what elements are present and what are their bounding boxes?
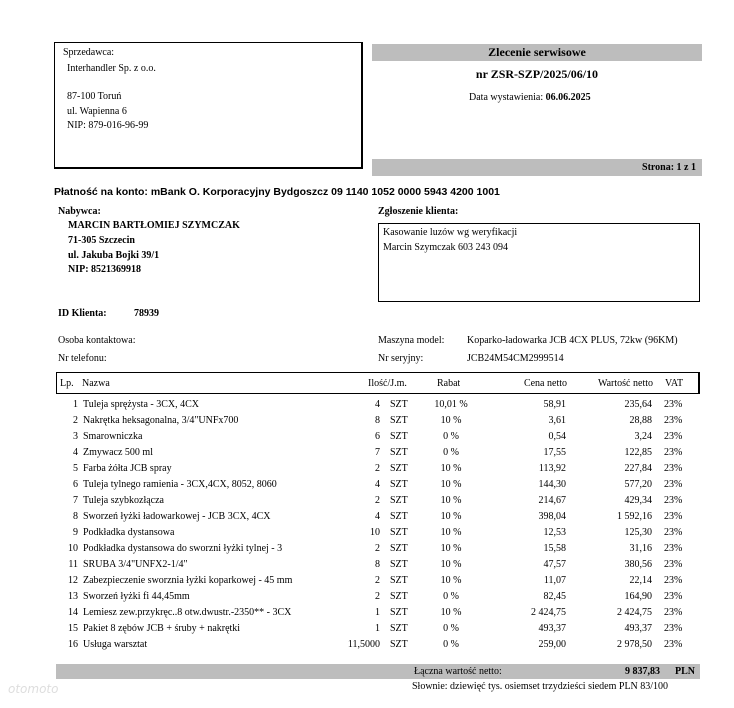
page-bar [372,159,702,176]
cell-unit: SZT [390,415,408,426]
cell-vat: 23% [664,399,683,410]
cell-vat: 23% [664,495,683,506]
cell-unit: SZT [390,575,408,586]
cell-discount: 0 % [443,431,459,442]
cell-unit: SZT [390,479,408,490]
cell-vat: 23% [664,559,683,570]
table-row [0,623,734,639]
issue-date-label: Data wystawienia: [469,92,544,103]
table-row [0,639,734,655]
table-row [0,415,734,431]
cell-name: Smarowniczka [83,431,143,442]
cell-vat: 23% [664,511,683,522]
cell-name: Podkładka dystansowa do sworzni łyżki tylnej - 3 [83,543,283,554]
seller-city: 87-100 Toruń [67,91,122,102]
cell-value: 227,84 [624,463,652,474]
cell-lp: 8 [73,511,78,522]
cell-name: Zmywacz 500 ml [83,447,153,458]
cell-qty: 10 [370,527,380,538]
cell-name: ŚRUBA 3/4"UNFX2-1/4" [83,559,188,570]
table-row [0,543,734,559]
seller-name: Interhandler Sp. z o.o. [67,63,156,74]
cell-lp: 7 [73,495,78,506]
cell-unit: SZT [390,623,408,634]
seller-label: Sprzedawca: [63,47,115,58]
total-currency: PLN [675,666,695,677]
cell-value: 2 978,50 [617,639,652,650]
cell-unit: SZT [390,511,408,522]
cell-vat: 23% [664,447,683,458]
cell-price: 144,30 [538,479,566,490]
cell-vat: 23% [664,623,683,634]
total-label: Łączna wartość netto: [414,666,502,677]
document-title: Zlecenie serwisowe [372,44,702,61]
cell-discount: 0 % [443,623,459,634]
col-net-price: Cena netto [523,378,567,389]
cell-lp: 2 [73,415,78,426]
cell-qty: 4 [375,511,380,522]
cell-vat: 23% [664,591,683,602]
cell-value: 235,64 [624,399,652,410]
cell-price: 214,67 [538,495,566,506]
client-report-box [378,223,700,302]
buyer-city: 71-305 Szczecin [68,235,135,246]
table-row [0,527,734,543]
cell-lp: 1 [73,399,78,410]
cell-price: 3,61 [548,415,566,426]
cell-vat: 23% [664,479,683,490]
cell-qty: 4 [375,479,380,490]
cell-unit: SZT [390,559,408,570]
buyer-nip: NIP: 8521369918 [68,264,142,275]
cell-qty: 11,5000 [347,639,380,650]
cell-discount: 10 % [440,495,462,506]
serial-number: JCB24M54CM2999514 [467,353,564,364]
col-discount: Rabat [437,378,461,389]
col-name: Nazwa [82,378,110,389]
watermark-logo: otomoto [8,682,59,696]
table-row [0,463,734,479]
cell-value: 1 592,16 [617,511,652,522]
cell-qty: 2 [375,463,380,474]
cell-discount: 10 % [440,543,462,554]
client-report-line2: Marcin Szymczak 603 243 094 [383,242,508,253]
buyer-label: Nabywca: [58,206,101,217]
buyer-street: ul. Jakuba Bojki 39/1 [68,250,160,261]
cell-unit: SZT [390,639,408,650]
cell-name: Pakiet 8 zębów JCB + śruby + nakrętki [83,623,241,634]
table-row [0,511,734,527]
machine-model-label: Maszyna model: [378,335,445,346]
cell-value: 22,14 [629,575,652,586]
contact-person-label: Osoba kontaktowa: [58,335,136,346]
cell-name: Tuleja tylnego ramienia - 3CX,4CX, 8052, 8060 [83,479,277,490]
cell-unit: SZT [390,543,408,554]
total-value: 9 837,83 [625,666,660,677]
cell-vat: 23% [664,415,683,426]
cell-price: 259,00 [538,639,566,650]
cell-discount: 10 % [440,463,462,474]
cell-lp: 12 [68,575,78,586]
cell-price: 493,37 [538,623,566,634]
seller-box [54,42,363,169]
cell-qty: 6 [375,431,380,442]
payment-account: Płatność na konto: mBank O. Korporacyjny Bydgoszcz 09 1140 1052 0000 5943 4200 1001 [54,186,500,198]
cell-discount: 10 % [440,511,462,522]
cell-discount: 10 % [440,607,462,618]
seller-street: ul. Wapienna 6 [67,106,127,117]
issue-date-value: 06.06.2025 [545,92,591,103]
buyer-name: MARCIN BARTŁOMIEJ SZYMCZAK [68,220,240,231]
cell-price: 58,91 [543,399,566,410]
table-row [0,447,734,463]
cell-vat: 23% [664,431,683,442]
cell-unit: SZT [390,447,408,458]
cell-name: Farba żółta JCB spray [83,463,172,474]
client-report-line1: Kasowanie luzów wg weryfikacji [383,227,518,238]
table-row [0,431,734,447]
cell-lp: 11 [68,559,78,570]
cell-lp: 5 [73,463,78,474]
table-row [0,399,734,415]
cell-qty: 8 [375,559,380,570]
cell-price: 113,92 [538,463,566,474]
cell-name: Lemiesz zew.przykręc..8 otw.dwustr.-2350** - 3CX [83,607,292,618]
cell-vat: 23% [664,527,683,538]
table-row [0,575,734,591]
cell-price: 398,04 [538,511,566,522]
cell-discount: 10 % [440,415,462,426]
col-lp: Lp. [60,378,74,389]
cell-discount: 0 % [443,447,459,458]
issue-date-row [469,92,591,103]
cell-price: 17,55 [543,447,566,458]
page-indicator: Strona: 1 z 1 [642,162,696,173]
table-row [0,559,734,575]
cell-price: 0,54 [548,431,566,442]
cell-name: Tuleja sprężysta - 3CX, 4CX [83,399,200,410]
phone-label: Nr telefonu: [58,353,107,364]
cell-price: 11,07 [543,575,566,586]
table-row [0,495,734,511]
cell-unit: SZT [390,527,408,538]
cell-discount: 0 % [443,591,459,602]
cell-qty: 7 [375,447,380,458]
client-id-label: ID Klienta: [58,308,107,319]
cell-name: Nakrętka heksagonalna, 3/4"UNFx700 [83,415,239,426]
cell-vat: 23% [664,639,683,650]
cell-name: Podkładka dystansowa [83,527,175,538]
cell-value: 3,24 [634,431,652,442]
cell-lp: 4 [73,447,78,458]
machine-model: Koparko-ładowarka JCB 4CX PLUS, 72kw (96KM) [467,335,678,346]
cell-lp: 3 [73,431,78,442]
col-net-value: Wartość netto [597,378,653,389]
cell-lp: 15 [68,623,78,634]
cell-vat: 23% [664,607,683,618]
document-number: nr ZSR-SZP/2025/06/10 [475,67,599,81]
cell-discount: 10 % [440,527,462,538]
cell-lp: 6 [73,479,78,490]
cell-qty: 1 [375,607,380,618]
cell-qty: 1 [375,623,380,634]
cell-discount: 10 % [440,575,462,586]
cell-unit: SZT [390,591,408,602]
cell-qty: 4 [375,399,380,410]
cell-value: 577,20 [624,479,652,490]
cell-lp: 9 [73,527,78,538]
cell-price: 15,58 [543,543,566,554]
cell-unit: SZT [390,463,408,474]
seller-nip: NIP: 879-016-96-99 [67,120,149,131]
cell-discount: 10 % [440,559,462,570]
cell-price: 2 424,75 [531,607,566,618]
cell-name: Zabezpieczenie sworznia łyżki koparkowej - 45 mm [83,575,293,586]
cell-qty: 2 [375,495,380,506]
cell-price: 82,45 [543,591,566,602]
cell-value: 429,34 [624,495,652,506]
cell-vat: 23% [664,543,683,554]
cell-lp: 10 [68,543,78,554]
cell-discount: 10 % [440,479,462,490]
serial-label: Nr seryjny: [378,353,424,364]
cell-name: Usługa warsztat [83,639,148,650]
total-in-words: Słownie: dziewięć tys. osiemset trzydzieści siedem PLN 83/100 [412,681,669,692]
cell-lp: 13 [68,591,78,602]
cell-value: 493,37 [624,623,652,634]
cell-value: 125,30 [624,527,652,538]
cell-unit: SZT [390,495,408,506]
cell-name: Sworzeń łyżki ładowarkowej - JCB 3CX, 4CX [83,511,271,522]
cell-lp: 14 [68,607,78,618]
cell-value: 380,56 [624,559,652,570]
cell-value: 31,16 [629,543,652,554]
table-row [0,479,734,495]
cell-discount: 10,01 % [434,399,468,410]
cell-vat: 23% [664,463,683,474]
cell-discount: 0 % [443,639,459,650]
cell-qty: 2 [375,543,380,554]
cell-value: 2 424,75 [617,607,652,618]
cell-value: 28,88 [629,415,652,426]
cell-qty: 2 [375,591,380,602]
table-row [0,591,734,607]
cell-qty: 8 [375,415,380,426]
col-vat: VAT [665,378,684,389]
client-id-value: 78939 [134,308,159,319]
cell-lp: 16 [68,639,78,650]
cell-value: 122,85 [624,447,652,458]
cell-qty: 2 [375,575,380,586]
cell-name: Sworzeń łyżki fi 44,45mm [83,591,190,602]
cell-unit: SZT [390,399,408,410]
cell-value: 164,90 [624,591,652,602]
table-row [0,607,734,623]
cell-unit: SZT [390,431,408,442]
cell-name: Tuleja szybkozłącza [83,495,164,506]
client-report-label: Zgłoszenie klienta: [378,206,459,217]
cell-price: 47,57 [543,559,566,570]
col-qty: Ilość/J.m. [368,378,407,389]
cell-price: 12,53 [543,527,566,538]
cell-vat: 23% [664,575,683,586]
cell-unit: SZT [390,607,408,618]
table-header [56,372,700,394]
